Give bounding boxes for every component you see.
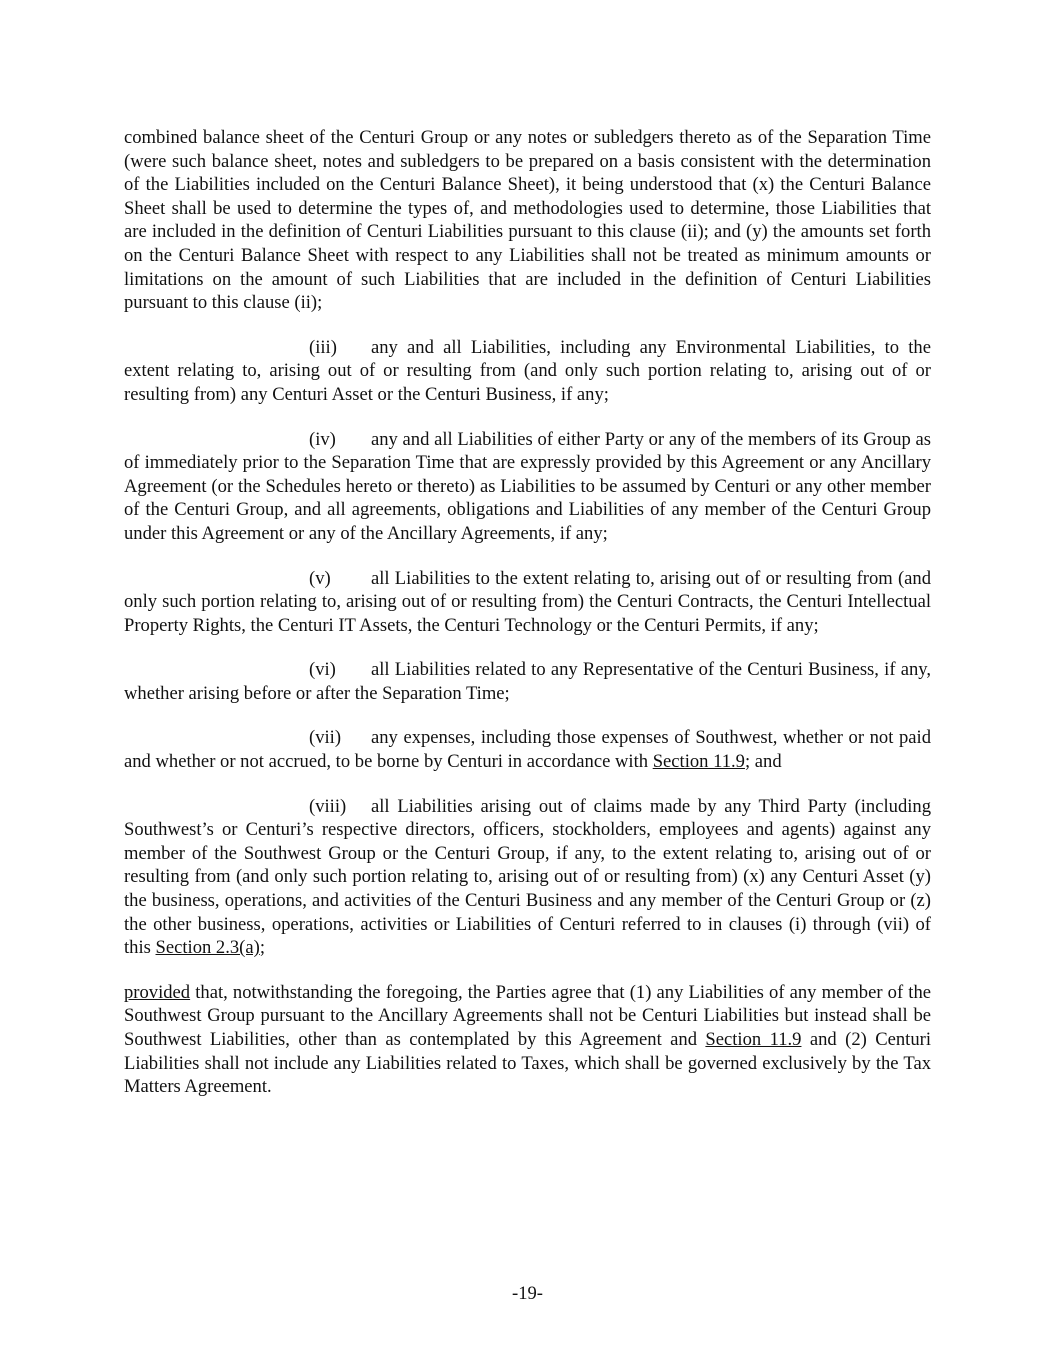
intro-paragraph: combined balance sheet of the Centuri Group or any notes or subledgers thereto as of the Separation Time (were such balance sheet, notes and subledgers to be prepared on a basis consistent with the determination of the Liabilities included on the Centuri Balance Sheet), it being understood that (x) the Centuri Balance Sheet shall be used to determine the types of, and methodologies used to determine, those Liabilities that are included in the definition of Centuri Liabilities pursuant to this clause (ii); and (y) the amounts set forth on the Centuri Balance Sheet with respect to any Liabilities shall not be treated as minimum amounts or limitations on the amount of such Liabilities that are included in the definition of Centuri Liabilities pursuant to this clause (ii); — [124, 127, 931, 314]
clause-iv — [124, 428, 931, 546]
clause-number: (viii) — [309, 795, 347, 817]
clause-text-end: ; — [259, 937, 265, 959]
clause-iii — [124, 336, 931, 407]
clause-number: (iii) — [309, 336, 337, 358]
proviso-text-end: and (2) Centuri Liabilities shall not include any Liabilities related to Taxes, which shall be governed exclusively by the Tax Matters Agreement. — [124, 1029, 931, 1098]
clause-number: (iv) — [309, 428, 336, 450]
clause-text: all Liabilities arising out of claims made by any Third Party (including Southwest’s or Centuri’s respective directors, officers, stockholders, employees and agents) against any member of the Southwest Group or the Centuri Group, if any, to the extent relating to, arising out of or resulting from (and only such portion relating to, arising out of or resulting from) (x) any Centuri Asset (y) the business, operations, and activities of the Centuri Business and any member of the Centuri Group or (z) the other business, operations, activities or Liabilities of Centuri referred to in clauses (i) through (vii) of this — [124, 795, 931, 959]
clause-text: any and all Liabilities of either Party or any of the members of its Group as of immediately prior to the Separation Time that are expressly provided by this Agreement or any Ancillary Agreement (or the Schedules hereto or thereto) as Liabilities to be assumed by Centuri or any other member of the Centuri Group, and all agreements, obligations and Liabilities of any member of the Centuri Group under this Agreement or any of the Ancillary Agreements, if any; — [124, 428, 931, 544]
clause-vi — [124, 658, 931, 705]
clause-text-end: ; and — [744, 751, 782, 773]
clause-text: all Liabilities to the extent relating to, arising out of or resulting from (and only such portion relating to, arising out of or resulting from) the Centuri Contracts, the Centuri Intellectual Property Rights, the Centuri IT Assets, the Centuri Technology or the Centuri Permits, if any; — [124, 567, 931, 636]
section-reference-link: Section 2.3(a) — [155, 937, 260, 959]
clause-number: (vi) — [309, 659, 336, 681]
proviso-text: that, notwithstanding the foregoing, the Parties agree that (1) any Liabilities of any member of the Southwest Group pursuant to the Ancillary Agreements shall not be Centuri Liabilities but instead shall be Southwest Liabilities, other than as contemplated by this Agreement and — [124, 981, 931, 1050]
clause-viii — [124, 795, 931, 960]
page-number: -19- — [512, 1283, 543, 1304]
clause-v — [124, 567, 931, 638]
proviso-lead: provided — [124, 981, 191, 1003]
clause-number: (v) — [309, 567, 331, 589]
clause-text: any and all Liabilities, including any Environmental Liabilities, to the extent relating to, arising out of or resulting from (and only such portion relating to, arising out of or resulting from) any Centuri Asset or the Centuri Business, if any; — [124, 336, 931, 405]
clause-number: (vii) — [309, 727, 342, 749]
clause-text: any expenses, including those expenses of Southwest, whether or not paid and whether or not accrued, to be borne by Centuri in accordance with — [124, 727, 931, 773]
document-body — [124, 126, 931, 1099]
section-reference-link: Section 11.9 — [705, 1029, 802, 1050]
proviso-paragraph — [124, 981, 931, 1099]
clause-vii — [124, 726, 931, 773]
section-reference-link: Section 11.9 — [652, 751, 745, 773]
clause-text: all Liabilities related to any Representative of the Centuri Business, if any, whether arising before or after the Separation Time; — [124, 659, 931, 704]
